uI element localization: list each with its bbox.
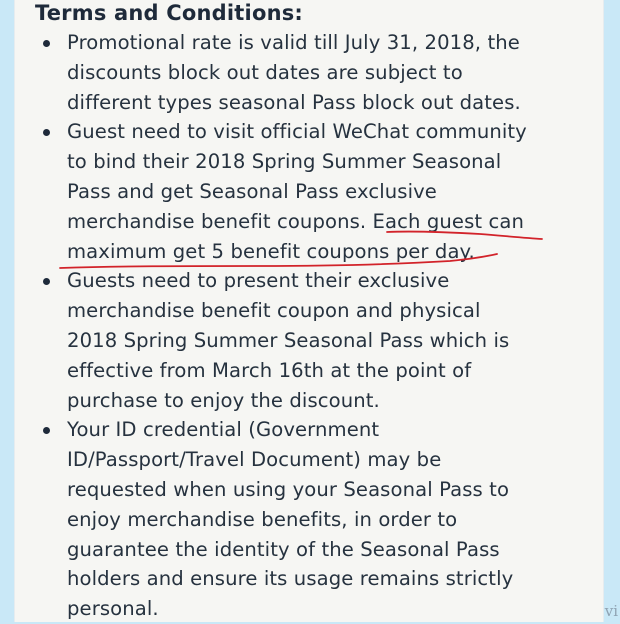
term-item-promotional-rate	[37, 28, 597, 117]
term-line: effective from March 16th at the point of	[67, 358, 472, 382]
bullet-icon	[43, 40, 50, 47]
term-line: purchase to enjoy the discount.	[67, 388, 380, 412]
term-item-wechat-binding	[37, 117, 597, 266]
watermark-fragment: vi	[604, 602, 618, 620]
terms-panel	[14, 0, 604, 622]
terms-list	[37, 28, 597, 624]
term-text	[67, 415, 597, 624]
term-line: requested when using your Seasonal Pass to	[67, 477, 510, 501]
term-text	[67, 266, 597, 415]
term-line: different types seasonal Pass block out dates.	[67, 90, 521, 114]
term-text	[67, 117, 597, 266]
term-line: maximum get 5 benefit coupons per day.	[67, 239, 475, 263]
term-line: personal.	[67, 597, 159, 621]
term-line: discounts block out dates are subject to	[67, 60, 463, 84]
term-line: guarantee the identity of the Seasonal Pass	[67, 537, 500, 561]
term-item-id-credential	[37, 415, 597, 624]
bullet-icon	[43, 129, 50, 136]
term-text	[67, 28, 597, 117]
term-item-present-coupon	[37, 266, 597, 415]
term-line: to bind their 2018 Spring Summer Seasonal	[67, 150, 502, 174]
term-line: Your ID credential (Government	[67, 418, 380, 442]
term-line: Guests need to present their exclusive	[67, 269, 450, 293]
term-line: holders and ensure its usage remains strictly	[67, 567, 514, 591]
term-line: ID/Passport/Travel Document) may be	[67, 448, 442, 472]
bullet-icon	[43, 427, 50, 434]
term-line: enjoy merchandise benefits, in order to	[67, 507, 458, 531]
bullet-icon	[43, 278, 50, 285]
term-line: Promotional rate is valid till July 31, 2018, the	[67, 31, 520, 54]
term-line: 2018 Spring Summer Seasonal Pass which is	[67, 328, 510, 352]
term-line: merchandise benefit coupon and physical	[67, 299, 481, 323]
term-line: Pass and get Seasonal Pass exclusive	[67, 179, 437, 203]
terms-heading: Terms and Conditions:	[35, 1, 304, 25]
term-line: merchandise benefit coupons. Each guest can	[67, 209, 524, 233]
term-line: Guest need to visit official WeChat community	[67, 120, 527, 144]
